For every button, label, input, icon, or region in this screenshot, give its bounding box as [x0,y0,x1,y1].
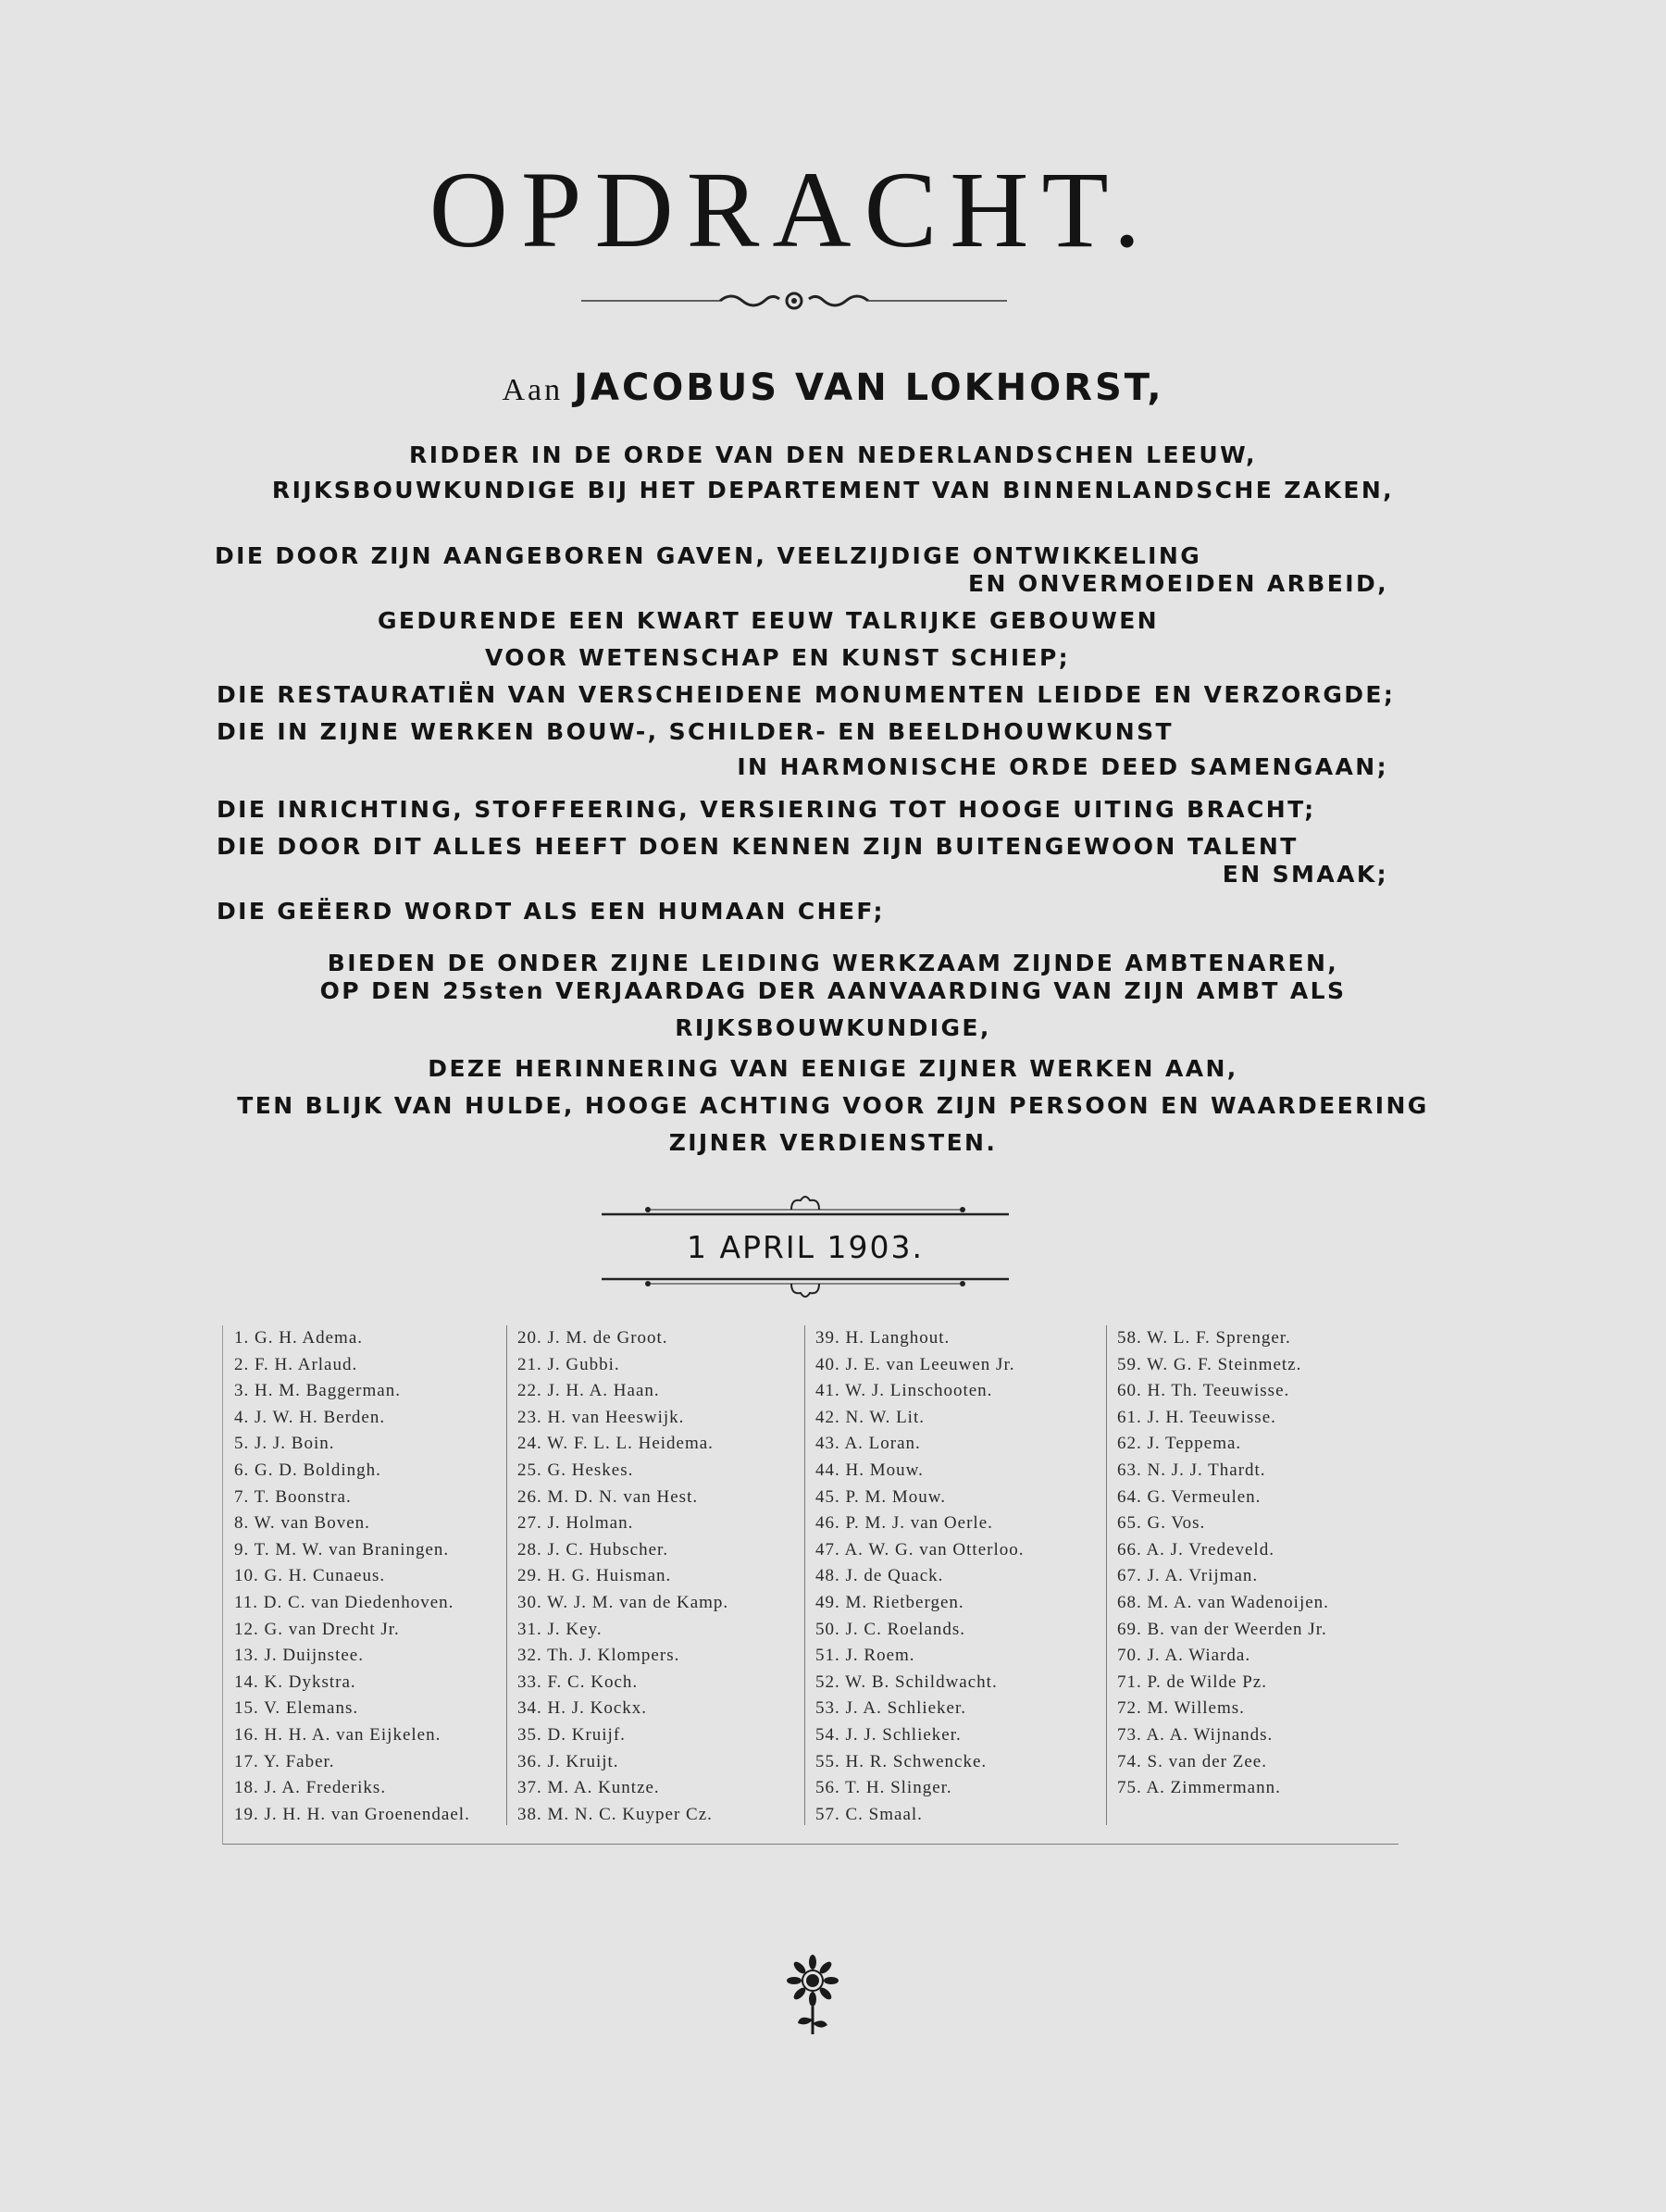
signatory-entry: 13. J. Duijnstee. [234,1646,364,1666]
signatory-entry: 27. J. Holman. [517,1513,634,1534]
signatory-entry: 29. H. G. Huisman. [517,1566,672,1586]
dedication-line: DIE DOOR DIT ALLES HEEFT DOEN KENNEN ZIJN BUITENGEWOON TALENT [217,833,1299,860]
signatory-entry: 2. F. H. Arlaud. [234,1354,358,1374]
signatory-entry: 37. M. A. Kuntze. [517,1778,660,1798]
signatory-entry: 23. H. van Heeswijk. [517,1407,685,1427]
signatory-entry: 71. P. de Wilde Pz. [1117,1671,1267,1692]
signatory-entry: 57. C. Smaal. [815,1804,923,1824]
signatory-entry: 1. G. H. Adema. [234,1328,364,1348]
dedication-line: DIE GEËERD WORDT ALS EEN HUMAAN CHEF; [217,898,885,925]
signatory-entry: 49. M. Rietbergen. [815,1592,964,1612]
signatory-entry: 38. M. N. C. Kuyper Cz. [517,1804,713,1824]
signatory-entry: 44. H. Mouw. [815,1460,924,1480]
signatory-entry: 59. W. G. F. Steinmetz. [1117,1354,1302,1374]
signatory-entry: 68. M. A. van Wadenoijen. [1117,1592,1329,1612]
dedication-line: BIEDEN DE ONDER ZIJNE LEIDING WERKZAAM ZIJNDE AMBTENAREN, [327,950,1339,976]
dedication-aan: Aan [502,373,564,407]
signatory-entry: 60. H. Th. Teeuwisse. [1117,1381,1290,1401]
signatory-entry: 17. Y. Faber. [234,1751,335,1771]
signatory-entry: 61. J. H. Teeuwisse. [1117,1407,1276,1427]
signatory-entry: 28. J. C. Hubscher. [517,1539,669,1560]
signatory-entry: 65. G. Vos. [1117,1513,1206,1534]
dedication-line: DIE DOOR ZIJN AANGEBOREN GAVEN, VEELZIJDIGE ONTWIKKELING [215,542,1202,569]
dedication-date: 1 APRIL 1903. [687,1229,924,1265]
signatory-entry: 19. J. H. H. van Groenendael. [234,1804,470,1824]
signatory-entry: 48. J. de Quack. [815,1566,944,1586]
dedication-line: DIE INRICHTING, STOFFEERING, VERSIERING TOT HOOGE UITING BRACHT; [217,796,1316,823]
signatory-entry: 41. W. J. Linschooten. [815,1381,993,1401]
signatory-entry: 74. S. van der Zee. [1117,1751,1267,1771]
dedication-line: ZIJNER VERDIENSTEN. [668,1129,998,1156]
dedication-line: TEN BLIJK VAN HULDE, HOOGE ACHTING VOOR ZIJN PERSOON EN WAARDEERING [237,1092,1429,1119]
signatory-entry: 54. J. J. Schlieker. [815,1724,962,1745]
signatory-entry: 11. D. C. van Diedenhoven. [234,1592,454,1612]
signatory-entry: 56. T. H. Slinger. [815,1778,952,1798]
dedication-line: DEZE HERINNERING VAN EENIGE ZIJNER WERKEN AAN, [428,1055,1238,1082]
flourish-divider-icon [602,1194,1009,1222]
signatory-entry: 36. J. Kruijt. [517,1751,619,1771]
signatory-entry: 15. V. Elemans. [234,1698,359,1719]
flourish-divider-icon [602,1272,1009,1299]
signatory-entry: 12. G. van Drecht Jr. [234,1619,400,1639]
dedication-line: VOOR WETENSCHAP EN KUNST SCHIEP; [484,644,1071,671]
column-divider [804,1325,805,1825]
signatory-entry: 4. J. W. H. Berden. [234,1407,386,1427]
signatory-entry: 70. J. A. Wiarda. [1117,1646,1251,1666]
signatory-entry: 14. K. Dykstra. [234,1671,356,1692]
signatory-entry: 5. J. J. Boin. [234,1434,335,1454]
signatory-entry: 25. G. Heskes. [517,1460,634,1480]
dedication-line: EN SMAAK; [1222,861,1388,888]
signatory-entry: 64. G. Vermeulen. [1117,1486,1262,1507]
signatories-column [815,1325,1025,1828]
dedication-line: GEDURENDE EEN KWART EEUW TALRIJKE GEBOUWEN [378,607,1159,634]
dedication-line: DIE IN ZIJNE WERKEN BOUW-, SCHILDER- EN BEELDHOUWKUNST [217,718,1174,745]
signatory-entry: 67. J. A. Vrijman. [1117,1566,1259,1586]
signatories-column [234,1325,470,1828]
dedication-line: RIDDER IN DE ORDE VAN DEN NEDERLANDSCHEN LEEUW, [409,441,1257,468]
recipient-name: JACOBUS VAN LOKHORST, [574,367,1164,409]
signatory-entry: 39. H. Langhout. [815,1328,951,1348]
signatory-entry: 40. J. E. van Leeuwen Jr. [815,1354,1015,1374]
signatory-entry: 21. J. Gubbi. [517,1354,620,1374]
page-title: OPDRACHT. [429,149,1154,270]
signatory-entry: 66. A. J. Vredeveld. [1117,1539,1274,1560]
signatory-entry: 33. F. C. Koch. [517,1671,639,1692]
dedication-line: IN HARMONISCHE ORDE DEED SAMENGAAN; [737,753,1388,780]
signatory-entry: 34. H. J. Kockx. [517,1698,648,1719]
dedication-line: RIJKSBOUWKUNDIGE BIJ HET DEPARTEMENT VAN BINNENLANDSCHE ZAKEN, [271,477,1395,503]
signatory-entry: 58. W. L. F. Sprenger. [1117,1328,1291,1348]
signatory-entry: 8. W. van Boven. [234,1513,370,1534]
signatory-entry: 69. B. van der Weerden Jr. [1117,1619,1327,1639]
signatory-entry: 62. J. Teppema. [1117,1434,1242,1454]
dedication-line: RIJKSBOUWKUNDIGE, [675,1014,991,1041]
signatory-entry: 32. Th. J. Klompers. [517,1646,680,1666]
sunflower-icon [787,1955,839,2036]
signatory-entry: 53. J. A. Schlieker. [815,1698,967,1719]
signatories-list [222,1325,1399,1845]
signatories-column [517,1325,728,1828]
signatory-entry: 30. W. J. M. van de Kamp. [517,1592,729,1612]
column-divider [1106,1325,1107,1825]
signatory-entry: 52. W. B. Schildwacht. [815,1671,998,1692]
signatory-entry: 6. G. D. Boldingh. [234,1460,381,1480]
signatory-entry: 20. J. M. de Groot. [517,1328,668,1348]
signatory-entry: 42. N. W. Lit. [815,1407,925,1427]
dedication-recipient [0,367,1666,409]
signatory-entry: 9. T. M. W. van Braningen. [234,1539,450,1560]
signatory-entry: 10. G. H. Cunaeus. [234,1566,386,1586]
signatory-entry: 16. H. H. A. van Eijkelen. [234,1724,441,1745]
signatory-entry: 73. A. A. Wijnands. [1117,1724,1274,1745]
column-divider [506,1325,507,1825]
signatories-column [1117,1325,1329,1802]
signatory-entry: 51. J. Roem. [815,1646,915,1666]
signatory-entry: 55. H. R. Schwencke. [815,1751,988,1771]
signatory-entry: 35. D. Kruijf. [517,1724,626,1745]
signatory-entry: 72. M. Willems. [1117,1698,1245,1719]
dedication-line: DIE RESTAURATIËN VAN VERSCHEIDENE MONUMENTEN LEIDDE EN VERZORGDE; [217,681,1396,708]
signatory-entry: 75. A. Zimmermann. [1117,1778,1281,1798]
signatory-entry: 31. J. Key. [517,1619,603,1639]
signatory-entry: 46. P. M. J. van Oerle. [815,1513,993,1534]
signatory-entry: 47. A. W. G. van Otterloo. [815,1539,1025,1560]
signatory-entry: 24. W. F. L. L. Heidema. [517,1434,714,1454]
signatory-entry: 50. J. C. Roelands. [815,1619,966,1639]
signatory-entry: 26. M. D. N. van Hest. [517,1486,699,1507]
dedication-line: OP DEN 25sten VERJAARDAG DER AANVAARDING VAN ZIJN AMBT ALS [319,977,1347,1004]
signatory-entry: 7. T. Boonstra. [234,1486,352,1507]
signatory-entry: 18. J. A. Frederiks. [234,1778,387,1798]
signatory-entry: 22. J. H. A. Haan. [517,1381,660,1401]
signatory-entry: 63. N. J. J. Thardt. [1117,1460,1266,1480]
signatory-entry: 45. P. M. Mouw. [815,1486,946,1507]
dedication-line: EN ONVERMOEIDEN ARBEID, [967,570,1388,597]
scroll-ornament-icon [581,280,1007,322]
signatory-entry: 3. H. M. Baggerman. [234,1381,401,1401]
signatory-entry: 43. A. Loran. [815,1434,921,1454]
